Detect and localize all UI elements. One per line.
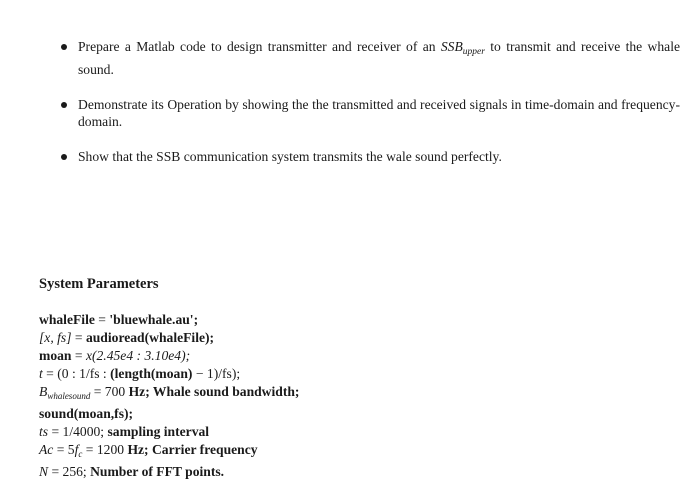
param-name: N <box>39 464 49 479</box>
param-line-fft <box>39 463 679 481</box>
param-line-bandwidth <box>39 383 679 405</box>
param-line-ts <box>39 423 679 441</box>
param-subscript: c <box>78 449 83 459</box>
ssb-symbol: SSB <box>440 39 463 54</box>
param-line-audioread <box>39 329 679 347</box>
task-text: Demonstrate its Operation by showing the the transmitted and received signals in time-domain and frequency-domain. <box>78 97 680 129</box>
param-line-moan <box>39 347 679 365</box>
system-parameters-section <box>39 276 679 481</box>
param-value: audioread(whaleFile); <box>85 330 215 345</box>
param-comment: Hz; Whale sound bandwidth; <box>128 384 300 399</box>
param-value: = 256; <box>48 464 91 479</box>
param-value: 'bluewhale.au'; <box>109 312 199 327</box>
param-value: x(2.45e4 : 3.10e4); <box>85 348 191 363</box>
param-expr-end: − 1)/fs); <box>192 366 241 381</box>
param-name: whaleFile <box>39 312 95 327</box>
param-expr: = (0 : 1/fs : <box>42 366 111 381</box>
bullet-icon <box>61 44 67 50</box>
param-comment: Hz; Carrier frequency <box>127 442 258 457</box>
param-statement: sound(moan,fs); <box>39 406 134 421</box>
task-item-matlab <box>58 38 680 78</box>
param-value: = 1200 <box>82 442 128 457</box>
param-subscript: whalesound <box>47 391 91 401</box>
param-equals: = 5 <box>53 442 75 457</box>
param-equals: = <box>71 348 86 363</box>
param-line-whalefile <box>39 311 679 329</box>
param-name: Ac <box>39 442 54 457</box>
ssb-subscript: upper <box>462 47 485 57</box>
task-list <box>58 38 680 183</box>
task-item-show <box>58 148 680 165</box>
bullet-icon <box>61 154 67 160</box>
param-name: moan <box>39 348 72 363</box>
param-name: ts <box>39 424 49 439</box>
param-equals: = <box>71 330 86 345</box>
task-text-after: to transmit and receive the whale sound. <box>78 39 680 77</box>
param-value: = 700 <box>90 384 129 399</box>
task-text: Show that the SSB communication system transmits the wale sound perfectly. <box>78 149 502 164</box>
param-comment: sampling interval <box>107 424 210 439</box>
param-line-sound <box>39 405 679 423</box>
task-text-before: Prepare a Matlab code to design transmitter and receiver of an <box>78 39 441 54</box>
param-name: B <box>39 384 48 399</box>
param-comment: Number of FFT points. <box>90 464 225 479</box>
param-equals: = <box>94 312 110 327</box>
param-value: = 1/4000; <box>48 424 108 439</box>
param-symbol: f <box>74 442 79 457</box>
param-name: t <box>39 366 43 381</box>
param-line-carrier <box>39 441 679 463</box>
task-item-demonstrate <box>58 96 680 130</box>
bullet-icon <box>61 102 67 108</box>
param-expr-bold: (length(moan) <box>110 366 193 381</box>
param-name: [x, fs] <box>39 330 72 345</box>
param-line-time <box>39 365 679 383</box>
section-title: System Parameters <box>39 276 159 292</box>
